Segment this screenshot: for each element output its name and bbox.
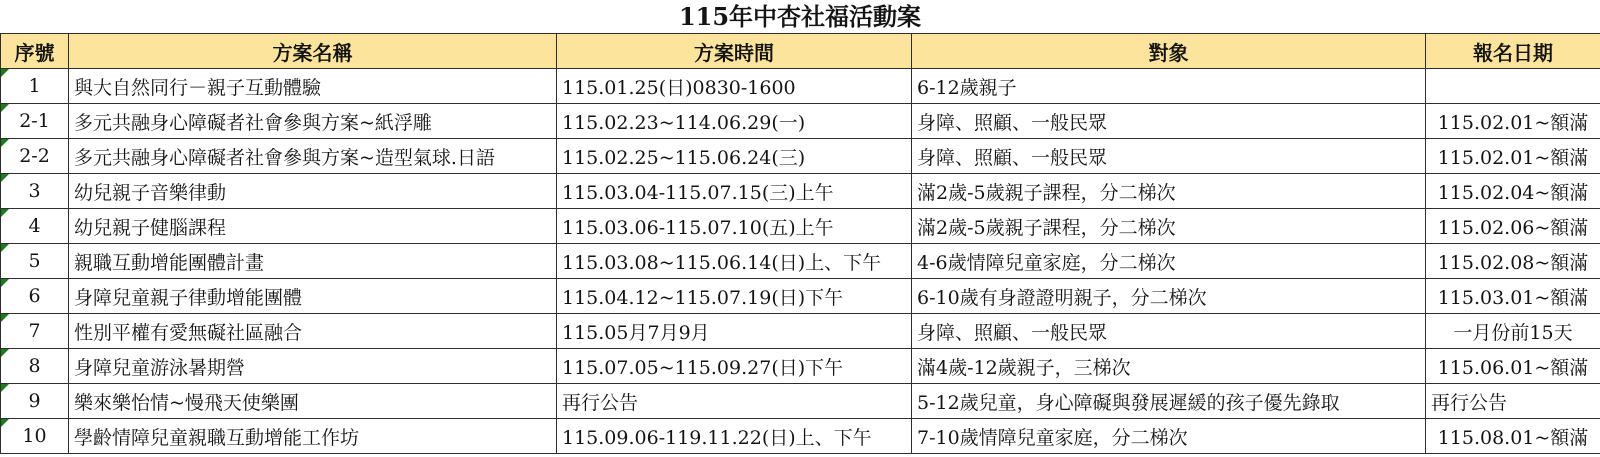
cell-target[interactable]: 滿2歲-5歲親子課程，分二梯次 — [912, 174, 1426, 209]
cell-no[interactable] — [1, 139, 69, 174]
cell-target[interactable]: 身障、照顧、一般民眾 — [912, 314, 1426, 349]
row-no: 9 — [28, 390, 41, 412]
row-no: 6 — [28, 285, 41, 307]
table-row — [1, 244, 1600, 279]
error-indicator-icon — [1, 139, 9, 147]
header-target: 對象 — [912, 34, 1426, 69]
row-no: 4 — [28, 215, 41, 237]
error-indicator-icon — [1, 174, 9, 182]
cell-name[interactable]: 幼兒親子音樂律動 — [69, 174, 557, 209]
table-row — [1, 314, 1600, 349]
cell-time[interactable]: 115.01.25(日)0830-1600 — [557, 69, 912, 104]
header-row — [1, 34, 1600, 69]
table-row — [1, 419, 1600, 454]
cell-time[interactable]: 115.03.08~115.06.14(日)上、下午 — [557, 244, 912, 279]
cell-name[interactable]: 學齡情障兒童親職互動增能工作坊 — [69, 419, 557, 454]
cell-time[interactable]: 115.09.06-119.11.22(日)上、下午 — [557, 419, 912, 454]
cell-time[interactable]: 115.07.05~115.09.27(日)下午 — [557, 349, 912, 384]
cell-reg[interactable]: 115.06.01~額滿 — [1426, 349, 1600, 384]
cell-no[interactable] — [1, 244, 69, 279]
cell-name[interactable]: 親職互動增能團體計畫 — [69, 244, 557, 279]
cell-time[interactable]: 115.05月7月9月 — [557, 314, 912, 349]
table-row — [1, 69, 1600, 104]
cell-reg[interactable]: 115.08.01~額滿 — [1426, 419, 1600, 454]
cell-no[interactable] — [1, 384, 69, 419]
cell-time[interactable]: 115.02.23~114.06.29(一) — [557, 104, 912, 139]
table-row — [1, 209, 1600, 244]
header-time: 方案時間 — [557, 34, 912, 69]
error-indicator-icon — [1, 419, 9, 427]
cell-target[interactable]: 6-10歲有身證證明親子，分二梯次 — [912, 279, 1426, 314]
cell-reg[interactable]: 115.02.01~額滿 — [1426, 139, 1600, 174]
cell-target[interactable]: 5-12歲兒童，身心障礙與發展遲緩的孩子優先錄取 — [912, 384, 1426, 419]
cell-no[interactable] — [1, 279, 69, 314]
cell-reg[interactable]: 一月份前15天 — [1426, 314, 1600, 349]
table-row — [1, 104, 1600, 139]
page-title: 115年中杏社福活動案 — [678, 2, 922, 31]
cell-name[interactable]: 身障兒童親子律動增能團體 — [69, 279, 557, 314]
error-indicator-icon — [1, 69, 9, 77]
table-row — [1, 279, 1600, 314]
cell-target[interactable]: 6-12歲親子 — [912, 69, 1426, 104]
cell-time[interactable]: 115.03.04-115.07.15(三)上午 — [557, 174, 912, 209]
cell-name[interactable]: 多元共融身心障礙者社會參與方案~紙浮雕 — [69, 104, 557, 139]
cell-time[interactable]: 115.02.25~115.06.24(三) — [557, 139, 912, 174]
table-row — [1, 174, 1600, 209]
cell-no[interactable] — [1, 174, 69, 209]
error-indicator-icon — [1, 349, 9, 357]
cell-target[interactable]: 身障、照顧、一般民眾 — [912, 104, 1426, 139]
cell-no[interactable] — [1, 349, 69, 384]
row-no: 1 — [28, 75, 41, 97]
table-row — [1, 349, 1600, 384]
cell-name[interactable]: 幼兒親子健腦課程 — [69, 209, 557, 244]
cell-no[interactable] — [1, 314, 69, 349]
row-no: 5 — [28, 250, 41, 272]
cell-name[interactable]: 樂來樂怡情~慢飛天使樂團 — [69, 384, 557, 419]
cell-target[interactable]: 身障、照顧、一般民眾 — [912, 139, 1426, 174]
cell-no[interactable] — [1, 419, 69, 454]
cell-reg[interactable]: 115.02.06~額滿 — [1426, 209, 1600, 244]
cell-time[interactable]: 115.04.12~115.07.19(日)下午 — [557, 279, 912, 314]
header-name: 方案名稱 — [69, 34, 557, 69]
cell-reg[interactable]: 115.03.01~額滿 — [1426, 279, 1600, 314]
row-no: 7 — [28, 320, 41, 342]
cell-target[interactable]: 4-6歲情障兒童家庭，分二梯次 — [912, 244, 1426, 279]
cell-reg[interactable]: 再行公告 — [1426, 384, 1600, 419]
cell-no[interactable] — [1, 69, 69, 104]
cell-reg[interactable] — [1426, 69, 1600, 104]
cell-reg[interactable]: 115.02.08~額滿 — [1426, 244, 1600, 279]
cell-name[interactable]: 與大自然同行－親子互動體驗 — [69, 69, 557, 104]
cell-reg[interactable]: 115.02.01~額滿 — [1426, 104, 1600, 139]
activities-table — [0, 33, 1600, 454]
row-no: 10 — [22, 425, 47, 447]
error-indicator-icon — [1, 104, 9, 112]
cell-reg[interactable]: 115.02.04~額滿 — [1426, 174, 1600, 209]
header-reg: 報名日期 — [1426, 34, 1600, 69]
error-indicator-icon — [1, 244, 9, 252]
cell-target[interactable]: 滿4歲-12歲親子，三梯次 — [912, 349, 1426, 384]
table-row — [1, 384, 1600, 419]
table-row — [1, 139, 1600, 174]
cell-name[interactable]: 身障兒童游泳暑期營 — [69, 349, 557, 384]
error-indicator-icon — [1, 209, 9, 217]
row-no: 3 — [28, 180, 41, 202]
cell-time[interactable]: 115.03.06-115.07.10(五)上午 — [557, 209, 912, 244]
cell-target[interactable]: 滿2歲-5歲親子課程，分二梯次 — [912, 209, 1426, 244]
cell-target[interactable]: 7-10歲情障兒童家庭，分二梯次 — [912, 419, 1426, 454]
row-no: 2-1 — [19, 110, 50, 132]
cell-name[interactable]: 性別平權有愛無礙社區融合 — [69, 314, 557, 349]
header-no: 序號 — [1, 34, 69, 69]
cell-no[interactable] — [1, 104, 69, 139]
cell-time[interactable]: 再行公告 — [557, 384, 912, 419]
error-indicator-icon — [1, 314, 9, 322]
error-indicator-icon — [1, 384, 9, 392]
cell-no[interactable] — [1, 209, 69, 244]
row-no: 2-2 — [19, 145, 50, 167]
cell-name[interactable]: 多元共融身心障礙者社會參與方案~造型氣球.日語 — [69, 139, 557, 174]
error-indicator-icon — [1, 279, 9, 287]
row-no: 8 — [28, 355, 41, 377]
